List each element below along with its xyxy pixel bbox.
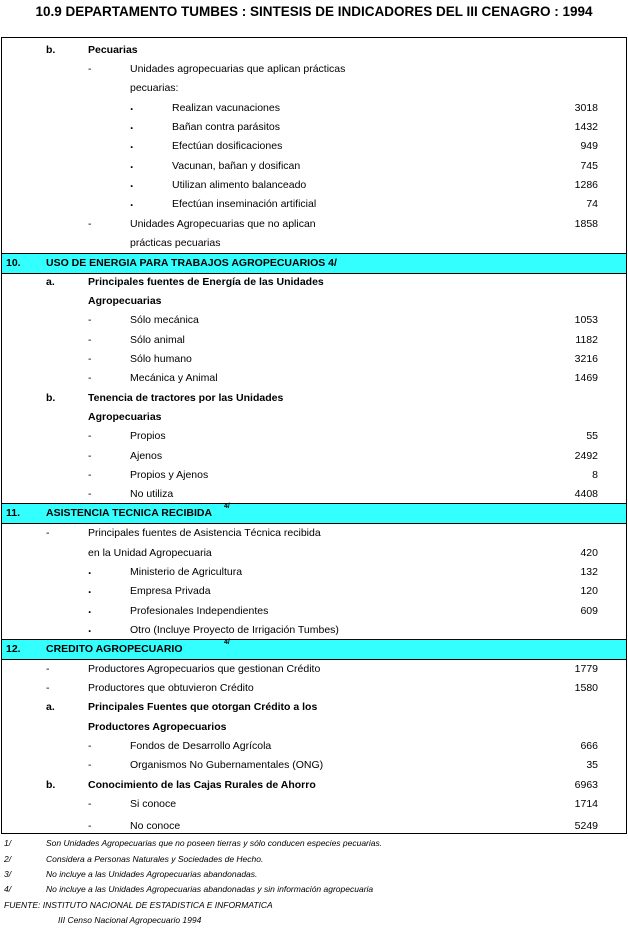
table-row <box>2 544 626 563</box>
table-row <box>2 756 626 775</box>
row-marker: 12. <box>6 643 21 655</box>
row-label: Tenencia de tractores por las Unidades <box>88 392 284 404</box>
table-row <box>2 60 626 79</box>
table-row <box>2 698 626 717</box>
row-value: 745 <box>580 160 598 172</box>
table-row <box>2 718 626 737</box>
row-value: 3216 <box>574 353 598 365</box>
footnote-mark: 1/ <box>4 838 12 848</box>
row-label: Organismos No Gubernamentales (ONG) <box>130 759 324 771</box>
row-label: Efectúan dosificaciones <box>172 140 283 152</box>
row-marker: - <box>88 488 92 500</box>
table-row <box>2 137 626 156</box>
row-label: Principales Fuentes que otorgan Crédito a los <box>88 701 318 713</box>
indicators-table <box>1 37 627 834</box>
row-marker: - <box>88 372 92 384</box>
row-value: 74 <box>586 198 598 210</box>
table-row <box>2 118 626 137</box>
row-value: 1779 <box>574 663 598 675</box>
row-value: 609 <box>580 605 598 617</box>
row-label: Unidades agropecuarias que aplican prácticas <box>130 63 346 75</box>
row-marker: . <box>130 99 134 113</box>
row-label: ASISTENCIA TECNICA RECIBIDA <box>46 507 213 519</box>
table-row <box>2 776 626 795</box>
row-label: Propios <box>130 430 166 442</box>
table-row <box>2 660 626 679</box>
page-title: 10.9 DEPARTAMENTO TUMBES : SINTESIS DE INDICADORES DEL III CENAGRO : 1994 <box>35 4 593 19</box>
table-row <box>2 331 626 350</box>
row-label: Ministerio de Agricultura <box>130 566 243 578</box>
footnote-ref: 4/ <box>224 503 230 510</box>
row-marker: - <box>88 798 92 810</box>
row-value: 420 <box>580 547 598 559</box>
row-label: Conocimiento de las Cajas Rurales de Ahorro <box>88 779 316 791</box>
footnote-text: Son Unidades Agropecuarias que no poseen tierras y sólo conducen especies pecuarias. <box>46 838 383 848</box>
table-row <box>2 79 626 98</box>
row-marker: b. <box>46 392 56 404</box>
section-header-row <box>2 503 626 524</box>
table-row <box>2 99 626 118</box>
table-row <box>2 234 626 253</box>
row-value: 120 <box>580 585 598 597</box>
row-label: Agropecuarias <box>88 411 162 423</box>
row-value: 1053 <box>574 314 598 326</box>
row-value: 55 <box>586 430 598 442</box>
row-marker: - <box>46 682 50 694</box>
row-marker: - <box>46 663 50 675</box>
row-marker: 11. <box>6 507 21 519</box>
footnote-text: No incluye a las Unidades Agropecuarias abandonadas y sin información agropecuaria <box>46 884 374 894</box>
table-row <box>2 524 626 543</box>
table-row <box>2 737 626 756</box>
row-marker: 10. <box>6 257 21 269</box>
row-label: Fondos de Desarrollo Agrícola <box>130 740 272 752</box>
row-marker: . <box>88 582 92 596</box>
row-value: 2492 <box>574 450 598 462</box>
row-marker: . <box>130 137 134 151</box>
row-label: CREDITO AGROPECUARIO <box>46 643 183 655</box>
row-value: 666 <box>580 740 598 752</box>
row-marker: - <box>88 218 92 230</box>
row-label: Productores que obtuvieron Crédito <box>88 682 254 694</box>
table-row <box>2 466 626 485</box>
row-marker: - <box>88 469 92 481</box>
row-value: 1469 <box>574 372 598 384</box>
row-label: Productores Agropecuarios <box>88 721 227 733</box>
footnote-mark: 4/ <box>4 884 12 894</box>
row-value: 4408 <box>574 488 598 500</box>
row-label: Mecánica y Animal <box>130 372 218 384</box>
row-label: Efectúan inseminación artificial <box>172 198 317 210</box>
row-label: No utiliza <box>130 488 174 500</box>
row-label: pecuarias: <box>130 82 179 94</box>
row-value: 1432 <box>574 121 598 133</box>
footnote-mark: 3/ <box>4 869 12 879</box>
row-value: 8 <box>592 469 598 481</box>
table-row <box>2 408 626 427</box>
row-marker: - <box>88 820 92 832</box>
row-marker: - <box>88 314 92 326</box>
row-label: Empresa Privada <box>130 585 211 597</box>
row-value: 1580 <box>574 682 598 694</box>
row-marker: - <box>88 759 92 771</box>
row-marker: a. <box>46 701 55 713</box>
row-marker: - <box>46 527 50 539</box>
row-marker: - <box>88 353 92 365</box>
table-row <box>2 447 626 466</box>
row-label: Principales fuentes de Energía de las Unidades <box>88 276 324 288</box>
table-row <box>2 582 626 601</box>
row-marker: . <box>88 602 92 616</box>
table-row <box>2 292 626 311</box>
row-value: 1182 <box>575 334 598 346</box>
row-value: 1286 <box>574 179 598 191</box>
footnote-mark: 2/ <box>4 854 12 864</box>
footnote-text: Considera a Personas Naturales y Sociedades de Hecho. <box>46 854 264 864</box>
row-marker: - <box>88 334 92 346</box>
row-label: prácticas pecuarias <box>130 237 221 249</box>
row-label: en la Unidad Agropecuaria <box>88 547 212 559</box>
row-value: 5249 <box>574 820 598 832</box>
table-row <box>2 389 626 408</box>
footnote-text: No incluye a las Unidades Agropecuarias abandonadas. <box>46 869 258 879</box>
row-label: Principales fuentes de Asistencia Técnica recibida <box>88 527 321 539</box>
row-label: Ajenos <box>130 450 163 462</box>
row-label: Pecuarias <box>88 44 138 56</box>
row-label: USO DE ENERGIA PARA TRABAJOS AGROPECUARIOS 4/ <box>46 257 337 269</box>
row-label: Unidades Agropecuarias que no aplican <box>130 218 316 230</box>
row-label: Otro (Incluye Proyecto de Irrigación Tumbes) <box>130 624 339 636</box>
table-row <box>2 427 626 446</box>
table-row <box>2 195 626 214</box>
table-row <box>2 679 626 698</box>
table-row <box>2 369 626 388</box>
row-marker: - <box>88 450 92 462</box>
table-row <box>2 817 626 836</box>
source-line-1: FUENTE: INSTITUTO NACIONAL DE ESTADISTICA E INFORMATICA <box>4 900 273 910</box>
table-row <box>2 602 626 621</box>
row-marker: - <box>88 740 92 752</box>
table-row <box>2 795 626 814</box>
row-label: Bañan contra parásitos <box>172 121 280 133</box>
table-row <box>2 176 626 195</box>
row-label: Sólo humano <box>130 353 192 365</box>
row-label: Profesionales Independientes <box>130 605 269 617</box>
row-marker: b. <box>46 779 56 791</box>
row-value: 6963 <box>574 779 598 791</box>
table-row <box>2 311 626 330</box>
row-value: 35 <box>586 759 598 771</box>
section-header-row <box>2 639 626 660</box>
row-marker: a. <box>46 276 55 288</box>
row-label: Sólo animal <box>130 334 185 346</box>
row-value: 1858 <box>574 218 598 230</box>
row-marker: . <box>130 176 134 190</box>
row-label: Sólo mecánica <box>130 314 199 326</box>
table-row <box>2 215 626 234</box>
row-marker: . <box>130 157 134 171</box>
row-value: 132 <box>580 566 598 578</box>
row-label: Agropecuarias <box>88 295 162 307</box>
row-label: Realizan vacunaciones <box>172 102 280 114</box>
row-value: 1714 <box>574 798 598 810</box>
row-label: Vacunan, bañan y dosifican <box>172 160 301 172</box>
row-label: Productores Agropecuarios que gestionan Crédito <box>88 663 321 675</box>
footnote-ref: 4/ <box>224 639 230 646</box>
row-value: 3018 <box>574 102 598 114</box>
table-row <box>2 41 626 60</box>
table-row <box>2 485 626 504</box>
table-row <box>2 563 626 582</box>
table-row <box>2 621 626 640</box>
table-row <box>2 157 626 176</box>
row-marker: . <box>88 621 92 635</box>
row-marker: . <box>130 195 134 209</box>
row-label: Propios y Ajenos <box>130 469 209 481</box>
row-marker: b. <box>46 44 56 56</box>
row-marker: . <box>130 118 134 132</box>
row-marker: - <box>88 430 92 442</box>
row-label: No conoce <box>130 820 181 832</box>
row-label: Utilizan alimento balanceado <box>172 179 307 191</box>
row-value: 949 <box>580 140 598 152</box>
table-row <box>2 273 626 292</box>
table-row <box>2 350 626 369</box>
row-label: Si conoce <box>130 798 177 810</box>
row-marker: . <box>88 563 92 577</box>
section-header-row <box>2 253 626 274</box>
row-marker: - <box>88 63 92 75</box>
source-line-2: III Censo Nacional Agropecuario 1994 <box>58 915 202 925</box>
